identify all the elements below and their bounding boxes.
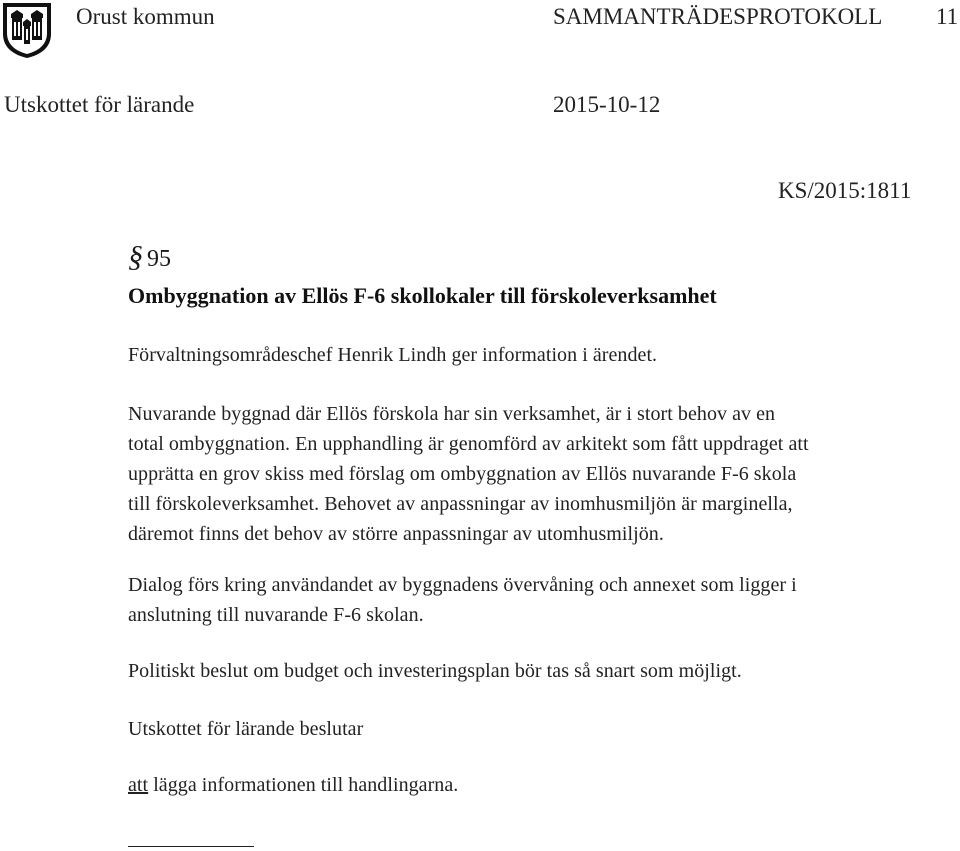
decision-intro [128, 714, 948, 744]
text-line: Nuvarande byggnad där Ellös förskola har sin verksamhet, är i stort behov av en [128, 403, 776, 425]
signature-rule [128, 846, 254, 847]
case-reference: KS/2015:1811 [778, 178, 912, 203]
text-line: till förskoleverksamhet. Behovet av anpassningar av inomhusmiljön är marginella, [128, 493, 793, 515]
section-symbol: § [128, 240, 143, 273]
decision-text [128, 770, 948, 800]
text-line: däremot finns det behov av större anpassningar av utomhusmiljön. [128, 523, 664, 545]
paragraph-background [128, 399, 948, 549]
text-line: upprätta en grov skiss med förslag om ombyggnation av Ellös nuvarande F-6 skola [128, 463, 797, 485]
case-title: Ombyggnation av Ellös F-6 skollokaler till förskoleverksamhet [128, 283, 717, 308]
text-line: total ombyggnation. En upphandling är genomförd av arkitekt som fått uppdraget att [128, 433, 809, 455]
page-number: 11 [936, 4, 959, 29]
text-line: Utskottet för lärande beslutar [128, 718, 364, 740]
committee-name: Utskottet för lärande [4, 92, 195, 117]
text-line: Dialog förs kring användandet av byggnadens övervåning och annexet som ligger i [128, 574, 797, 596]
document-type: SAMMANTRÄDESPROTOKOLL [553, 4, 883, 29]
text-line: anslutning till nuvarande F-6 skolan. [128, 604, 424, 626]
section-number: 95 [147, 246, 171, 272]
section-heading [128, 240, 171, 274]
municipal-coat-of-arms-logo [0, 0, 54, 60]
text-line: Förvaltningsområdeschef Henrik Lindh ger information i ärendet. [128, 344, 658, 366]
org-name: Orust kommun [76, 4, 215, 29]
paragraph-political-decision [128, 656, 948, 686]
paragraph-information [128, 340, 948, 370]
decision-att: att [128, 774, 149, 796]
paragraph-dialog [128, 570, 948, 630]
decision-rest: lägga informationen till handlingarna. [148, 774, 459, 796]
meeting-date: 2015-10-12 [553, 92, 661, 117]
text-line: Politiskt beslut om budget och investeringsplan bör tas så snart som möjligt. [128, 660, 742, 682]
